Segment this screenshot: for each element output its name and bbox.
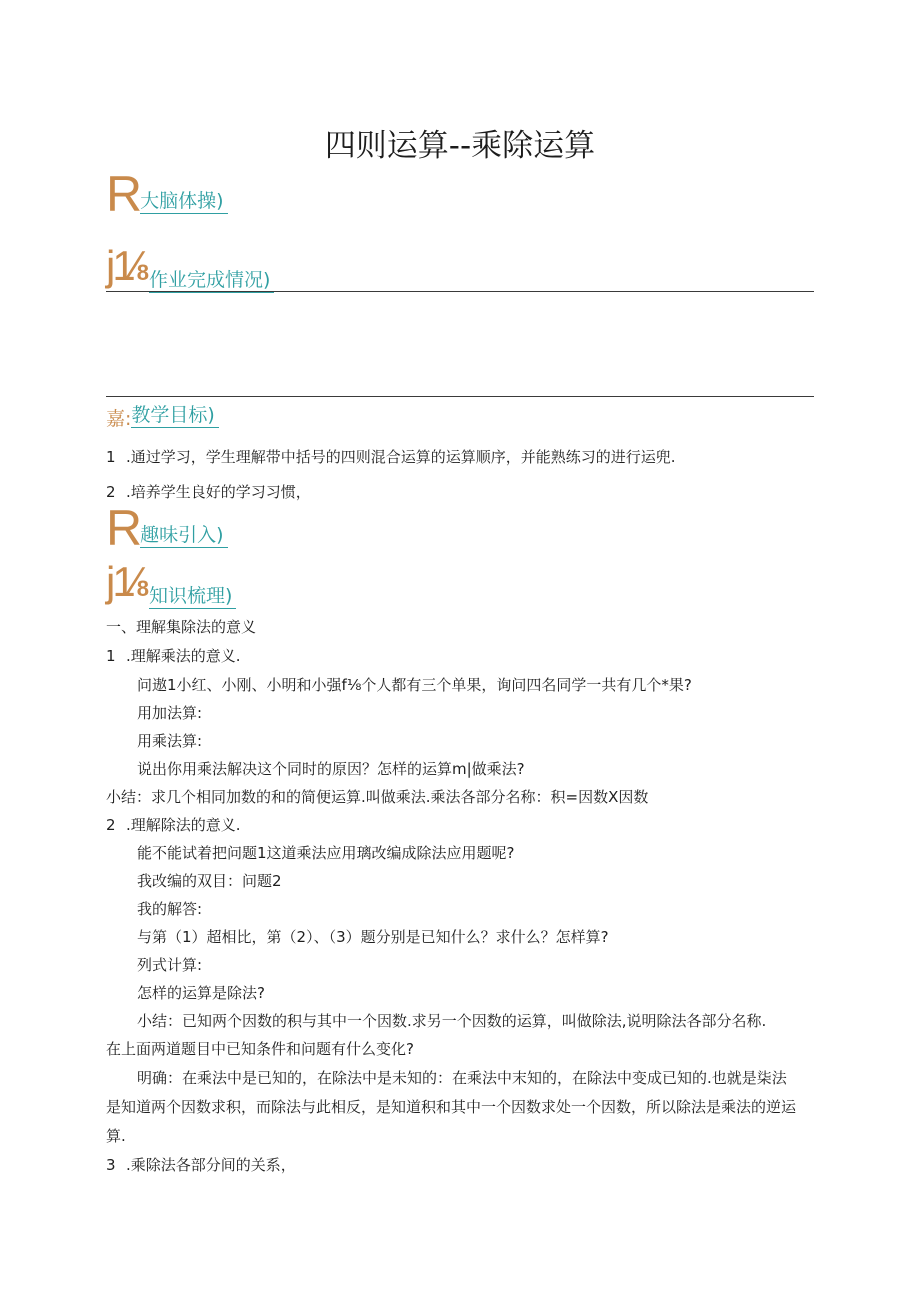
section-homework	[106, 244, 274, 295]
section-label: 趣味引入)	[140, 524, 227, 548]
content-text: 我改编的双目：问题2	[137, 872, 282, 890]
section-mark: j1⁄8	[106, 558, 149, 605]
content-text: 我的解答:	[137, 900, 203, 918]
section-teaching-goals	[106, 404, 219, 430]
content-text: 说出你用乘法解决这个同时的原因？怎样的运算m|做乘法?	[137, 760, 525, 778]
goal-item: 1 .通过学习，学生理解带中括号的四则混合运算的运算顺序，并能熟练习的进行运兜.	[106, 448, 676, 466]
content-text: 明确：在乘法中是已知的，在除法中是未知的：在乘法中末知的，在除法中变成已知的.也就是柒法	[137, 1069, 787, 1087]
content-summary: 小结：已知两个因数的积与其中一个因数.求另一个因数的运算，叫做除法,说明除法各部分名称.	[137, 1012, 767, 1030]
content-text: 用乘法算:	[137, 732, 203, 750]
content-text: 列式计算:	[137, 956, 203, 974]
section-mark: R	[106, 166, 141, 222]
section-brain-exercise	[106, 166, 228, 222]
content-text: 是知道两个因数求积，而除法与此相反，是知道积和其中一个因数求处一个因数，所以除法是乘法的逆运	[106, 1098, 797, 1116]
section-mark: j1⁄8	[106, 242, 149, 289]
content-heading: 一、理解集除法的意义	[106, 618, 257, 636]
page-title: 四则运算--乘除运算	[324, 128, 596, 164]
content-text: 能不能试着把问题1这道乘法应用璃改编成除法应用题呢?	[137, 844, 515, 862]
content-item: 2 .理解除法的意义.	[106, 816, 241, 834]
section-label: 知识梳理)	[149, 585, 236, 609]
content-item: 1 .理解乘法的意义.	[106, 647, 241, 665]
section-label: 教学目标)	[131, 404, 218, 428]
section-mark: R	[106, 500, 141, 556]
content-text: 怎样的运算是除法?	[137, 984, 265, 1002]
content-text: 算.	[106, 1127, 126, 1145]
content-text: 用加法算:	[137, 704, 203, 722]
section-knowledge	[106, 560, 236, 611]
section-label: 大脑体操)	[140, 190, 227, 214]
section-label: 作业完成情况)	[149, 269, 274, 293]
content-item: 3 .乘除法各部分间的关系，	[106, 1156, 296, 1174]
divider-top	[106, 291, 814, 292]
content-text: 与第（1）超相比，第（2）、（3）题分别是已知什么？求什么？怎样算?	[137, 928, 609, 946]
content-text: 问遨1小红、小刚、小明和小强f⅛个人都有三个单果，询问四名同学一共有几个*果?	[137, 676, 692, 694]
divider-bottom	[106, 396, 814, 397]
section-fun-intro	[106, 500, 228, 556]
content-text: 在上面两道题目中已知条件和问题有什么变化?	[106, 1040, 414, 1058]
content-summary: 小结：求几个相同加数的和的简便运算.叫做乘法.乘法各部分名称：积=因数X因数	[106, 788, 649, 806]
goal-item: 2 .培养学生良好的学习习惯，	[106, 483, 311, 501]
section-prefix: 嘉:	[106, 408, 132, 430]
